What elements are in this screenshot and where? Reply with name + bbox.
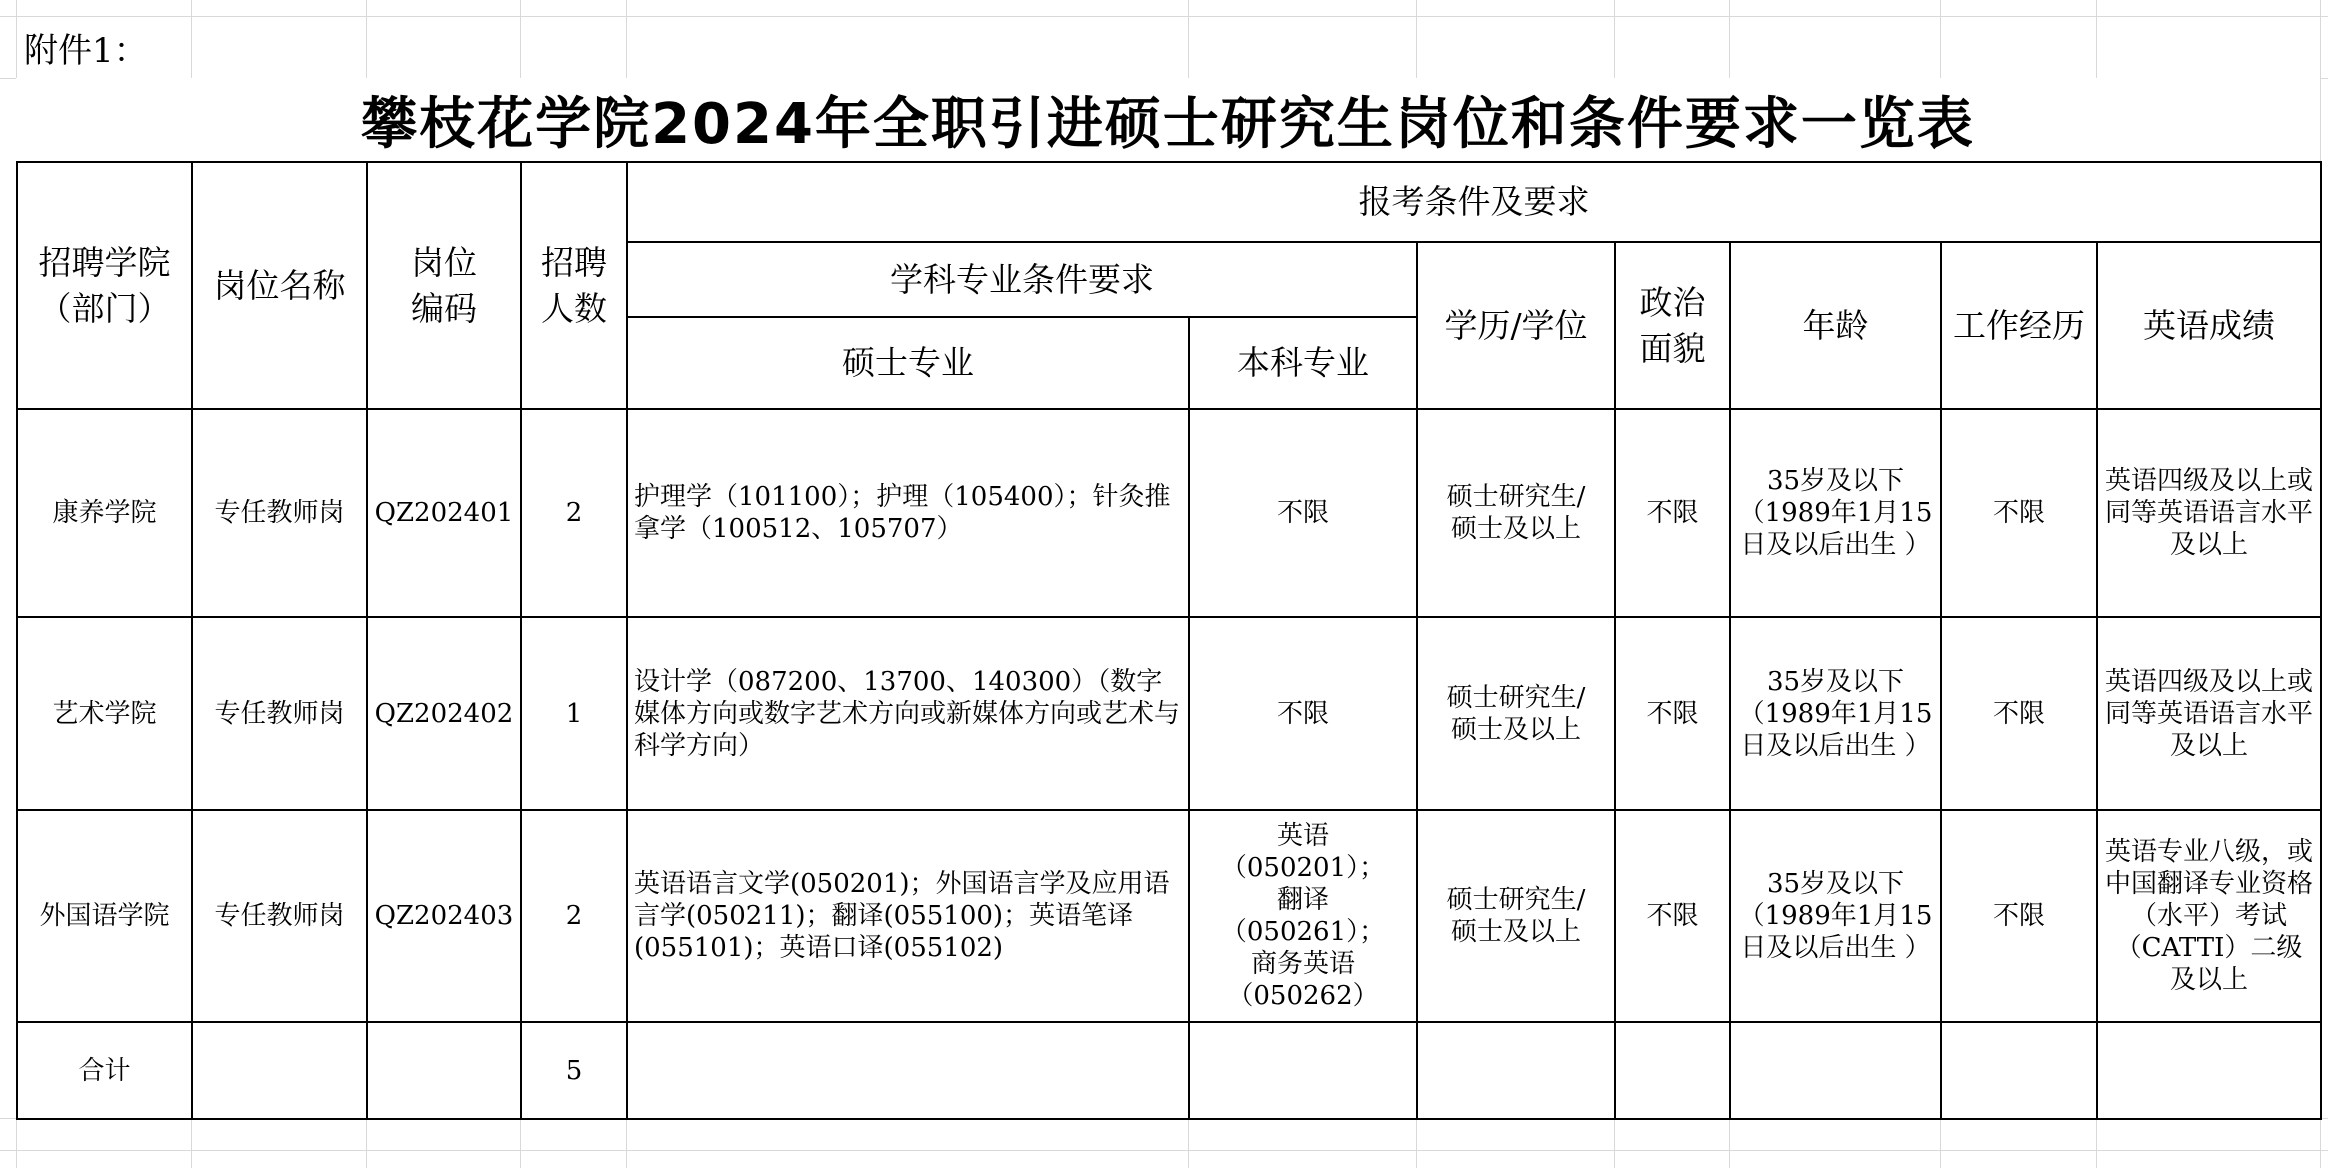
- total-empty-cell: [1417, 1022, 1615, 1119]
- cell-age: 35岁及以下 （1989年1月15日及以后出生 ）: [1730, 409, 1941, 617]
- cell-code: QZ202401: [367, 409, 521, 617]
- total-empty-cell: [1189, 1022, 1417, 1119]
- total-row: [17, 1022, 2321, 1119]
- cell-english: 英语四级及以上或同等英语语言水平及以上: [2097, 617, 2321, 810]
- col-header-bachelor-major: 本科专业: [1189, 317, 1417, 409]
- col-header-code: 岗位 编码: [367, 162, 521, 409]
- cell-bachelor-major: 不限: [1189, 409, 1417, 617]
- cell-college: 艺术学院: [17, 617, 192, 810]
- cell-master-major: 英语语言文学(050201)；外国语言学及应用语言学(050211)；翻译(055100)；英语笔译(055101)；英语口译(055102): [627, 810, 1189, 1022]
- cell-age: 35岁及以下 （1989年1月15日及以后出生 ）: [1730, 617, 1941, 810]
- cell-college: 康养学院: [17, 409, 192, 617]
- page-title: 攀枝花学院2024年全职引进硕士研究生岗位和条件要求一览表: [361, 92, 1975, 157]
- cell-count: 2: [521, 409, 627, 617]
- cell-code: QZ202402: [367, 617, 521, 810]
- col-header-master-major: 硕士专业: [627, 317, 1189, 409]
- cell-position: 专任教师岗: [192, 810, 367, 1022]
- attachment-label: 附件1：: [24, 26, 154, 76]
- cell-political: 不限: [1615, 409, 1730, 617]
- cell-count: 1: [521, 617, 627, 810]
- positions-table: [16, 161, 2322, 1120]
- total-empty-cell: [367, 1022, 521, 1119]
- col-header-college: 招聘学院 （部门）: [17, 162, 192, 409]
- total-count: 5: [521, 1022, 627, 1119]
- col-header-requirements: 报考条件及要求: [627, 162, 2321, 242]
- cell-english: 英语四级及以上或同等英语语言水平及以上: [2097, 409, 2321, 617]
- cell-age: 35岁及以下 （1989年1月15日及以后出生 ）: [1730, 810, 1941, 1022]
- cell-experience: 不限: [1941, 409, 2097, 617]
- total-empty-cell: [627, 1022, 1189, 1119]
- col-header-experience: 工作经历: [1941, 242, 2097, 409]
- total-empty-cell: [2097, 1022, 2321, 1119]
- cell-english: 英语专业八级，或中国翻译专业资格（水平）考试（CATTI）二级及以上: [2097, 810, 2321, 1022]
- title-band: [16, 78, 2320, 162]
- total-empty-cell: [1941, 1022, 2097, 1119]
- total-empty-cell: [1730, 1022, 1941, 1119]
- cell-master-major: 护理学（101100）；护理（105400）；针灸推拿学（100512、105707）: [627, 409, 1189, 617]
- cell-code: QZ202403: [367, 810, 521, 1022]
- cell-education: 硕士研究生/ 硕士及以上: [1417, 409, 1615, 617]
- cell-experience: 不限: [1941, 810, 2097, 1022]
- col-header-english: 英语成绩: [2097, 242, 2321, 409]
- cell-political: 不限: [1615, 810, 1730, 1022]
- col-header-count: 招聘 人数: [521, 162, 627, 409]
- cell-political: 不限: [1615, 617, 1730, 810]
- cell-education: 硕士研究生/ 硕士及以上: [1417, 617, 1615, 810]
- table-row: [17, 810, 2321, 1022]
- cell-count: 2: [521, 810, 627, 1022]
- cell-master-major: 设计学（087200、13700、140300）（数字媒体方向或数字艺术方向或新媒体方向或艺术与科学方向）: [627, 617, 1189, 810]
- table-row: [17, 617, 2321, 810]
- cell-college: 外国语学院: [17, 810, 192, 1022]
- cell-bachelor-major: 不限: [1189, 617, 1417, 810]
- header-row-1: [17, 162, 2321, 242]
- cell-bachelor-major: 英语（050201）； 翻译（050261）； 商务英语 （050262）: [1189, 810, 1417, 1022]
- col-header-education: 学历/学位: [1417, 242, 1615, 409]
- cell-education: 硕士研究生/ 硕士及以上: [1417, 810, 1615, 1022]
- cell-position: 专任教师岗: [192, 409, 367, 617]
- total-empty-cell: [192, 1022, 367, 1119]
- total-label: 合计: [17, 1022, 192, 1119]
- col-header-age: 年龄: [1730, 242, 1941, 409]
- total-empty-cell: [1615, 1022, 1730, 1119]
- cell-experience: 不限: [1941, 617, 2097, 810]
- col-header-position: 岗位名称: [192, 162, 367, 409]
- cell-position: 专任教师岗: [192, 617, 367, 810]
- col-header-major-group: 学科专业条件要求: [627, 242, 1417, 317]
- table-row: [17, 409, 2321, 617]
- col-header-political: 政治 面貌: [1615, 242, 1730, 409]
